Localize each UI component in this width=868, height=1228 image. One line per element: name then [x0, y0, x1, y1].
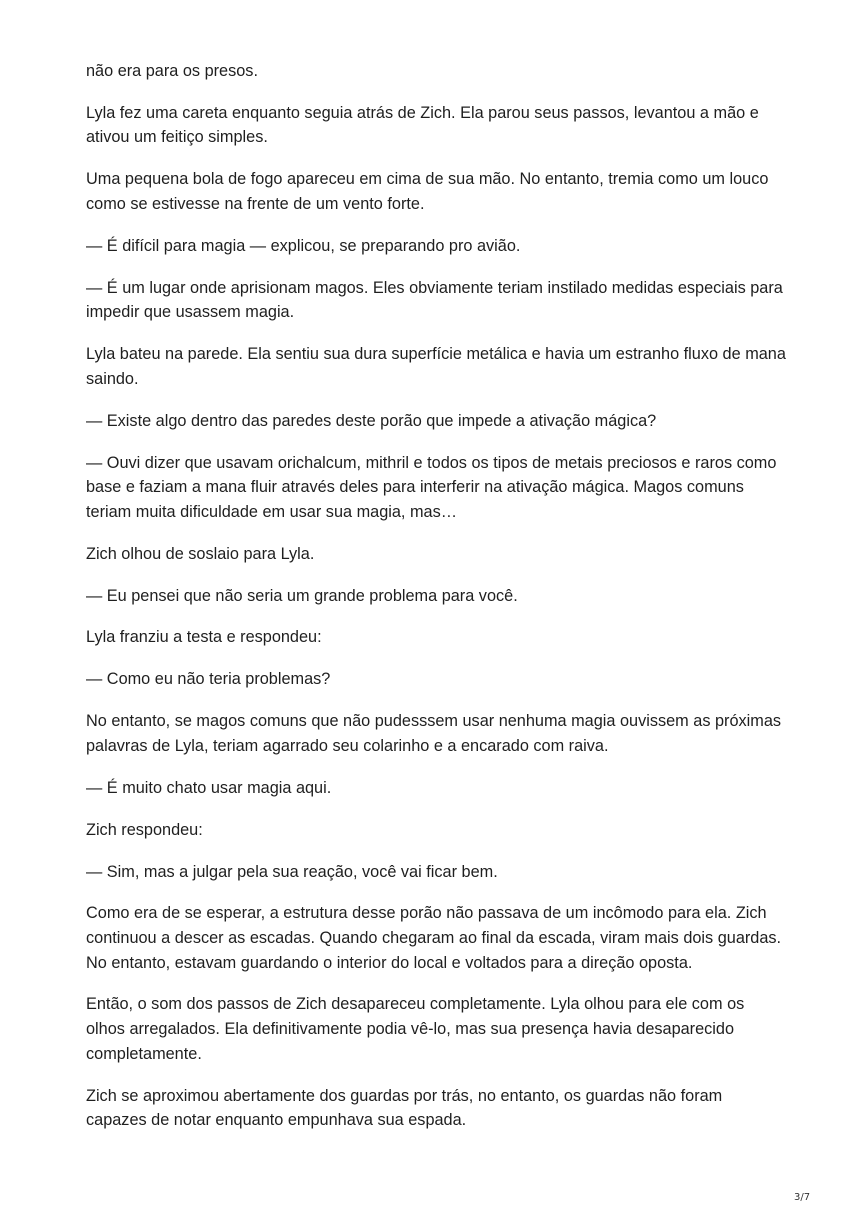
paragraph: Lyla franziu a testa e respondeu:: [86, 628, 322, 647]
document-body: [86, 59, 786, 1150]
paragraph: — É muito chato usar magia aqui.: [86, 778, 332, 797]
paragraph: — É um lugar onde aprisionam magos. Eles obviamente teriam instilado medidas especiais para impedir que usassem magia.: [86, 278, 783, 322]
paragraph: Então, o som dos passos de Zich desapareceu completamente. Lyla olhou para ele com os olhos arregalados. Ela definitivamente podia vê-lo, mas sua presença havia desaparecido completamente.: [86, 995, 745, 1063]
paragraph: — É difícil para magia — explicou, se preparando pro avião.: [86, 236, 521, 255]
paragraph: — Sim, mas a julgar pela sua reação, você vai ficar bem.: [86, 862, 498, 881]
page-number: 3/7: [794, 1192, 811, 1203]
paragraph: Zich se aproximou abertamente dos guardas por trás, no entanto, os guardas não foram capazes de notar enquanto empunhava sua espada.: [86, 1086, 723, 1130]
paragraph: Zich olhou de soslaio para Lyla.: [86, 544, 315, 563]
paragraph: No entanto, se magos comuns que não pudesssem usar nenhuma magia ouvissem as próximas palavras de Lyla, teriam agarrado seu colarinho e a encarado com raiva.: [86, 712, 782, 755]
paragraph: Lyla bateu na parede. Ela sentiu sua dura superfície metálica e havia um estranho fluxo de mana saindo.: [86, 345, 786, 388]
paragraph: — Como eu não teria problemas?: [86, 670, 331, 689]
paragraph: — Existe algo dentro das paredes deste porão que impede a ativação mágica?: [86, 411, 657, 430]
paragraph: — Eu pensei que não seria um grande problema para você.: [86, 586, 518, 605]
paragraph: Lyla fez uma careta enquanto seguia atrás de Zich. Ela parou seus passos, levantou a mão e ativou um feitiço simples.: [86, 103, 759, 147]
paragraph: não era para os presos.: [86, 62, 258, 80]
paragraph: Como era de se esperar, a estrutura desse porão não passava de um incômodo para ela. Zich continuou a descer as escadas. Quando chegaram ao final da escada, viram mais dois guardas. No entanto, estavam guardando o interior do local e voltados para a direção oposta.: [86, 904, 782, 972]
paragraph: Uma pequena bola de fogo apareceu em cima de sua mão. No entanto, tremia como um louco como se estivesse na frente de um vento forte.: [86, 170, 769, 213]
paragraph: Zich respondeu:: [86, 820, 203, 839]
paragraph: — Ouvi dizer que usavam orichalcum, mithril e todos os tipos de metais preciosos e raros como base e faziam a mana fluir através deles para interferir na ativação mágica. Magos comuns teriam muita dificuldade em usar sua magia, mas…: [86, 453, 777, 521]
